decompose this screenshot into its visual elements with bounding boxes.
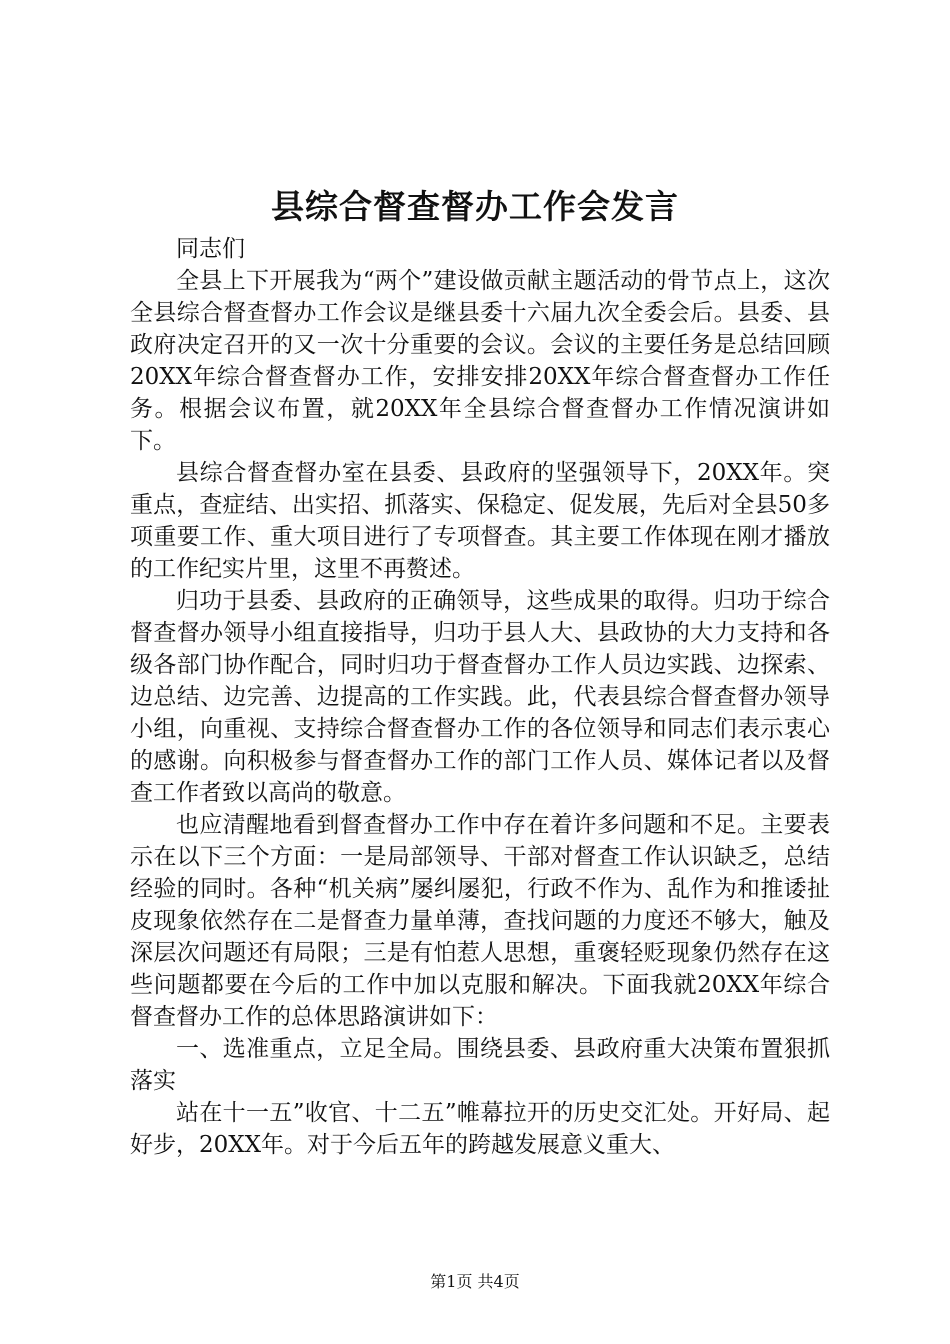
- greeting-paragraph: 同志们: [176, 236, 245, 262]
- document-body: [130, 233, 830, 1161]
- page-number-footer: 第1页 共4页: [430, 1272, 520, 1291]
- body-paragraph: 也应清醒地看到督查督办工作中存在着许多问题和不足。主要表示在以下三个方面：一是局部领导、干部对督查工作认识缺乏，总结经验的同时。各种“机关病”屡纠屡犯，行政不作为、乱作为和推诿扯皮现象依然存在二是督查力量单薄，查找问题的力度还不够大，触及深层次问题还有局限；三是有怕惹人思想，重褒轻贬现象仍然存在这些问题都要在今后的工作中加以克服和解决。下面我就20XX年综合督查督办工作的总体思路演讲如下：: [130, 812, 830, 1030]
- document-title: 县综合督查督办工作会发言: [271, 187, 679, 226]
- body-paragraph: 县综合督查督办室在县委、县政府的坚强领导下，20XX年。突重点，查症结、出实招、抓落实、保稳定、促发展，先后对全县50多项重要工作、重大项目进行了专项督查。其主要工作体现在刚才播放的工作纪实片里，这里不再赘述。: [130, 460, 830, 582]
- body-paragraph: 全县上下开展我为“两个”建设做贡献主题活动的骨节点上，这次全县综合督查督办工作会议是继县委十六届九次全委会后。县委、县政府决定召开的又一次十分重要的会议。会议的主要任务是总结回顾20XX年综合督查督办工作，安排安排20XX年综合督查督办工作任务。根据会议布置，就20XX年全县综合督查督办工作情况演讲如下。: [130, 268, 830, 454]
- section-heading: 一、选准重点，立足全局。围绕县委、县政府重大决策布置狠抓落实: [130, 1036, 830, 1094]
- body-paragraph: 站在十一五”收官、十二五”帷幕拉开的历史交汇处。开好局、起好步，20XX年。对于今后五年的跨越发展意义重大、: [130, 1100, 830, 1158]
- body-paragraph: 归功于县委、县政府的正确领导，这些成果的取得。归功于综合督查督办领导小组直接指导，归功于县人大、县政协的大力支持和各级各部门协作配合，同时归功于督查督办工作人员边实践、边探索、边总结、边完善、边提高的工作实践。此，代表县综合督查督办领导小组，向重视、支持综合督查督办工作的各位领导和同志们表示衷心的感谢。向积极参与督查督办工作的部门工作人员、媒体记者以及督查工作者致以高尚的敬意。: [130, 588, 830, 806]
